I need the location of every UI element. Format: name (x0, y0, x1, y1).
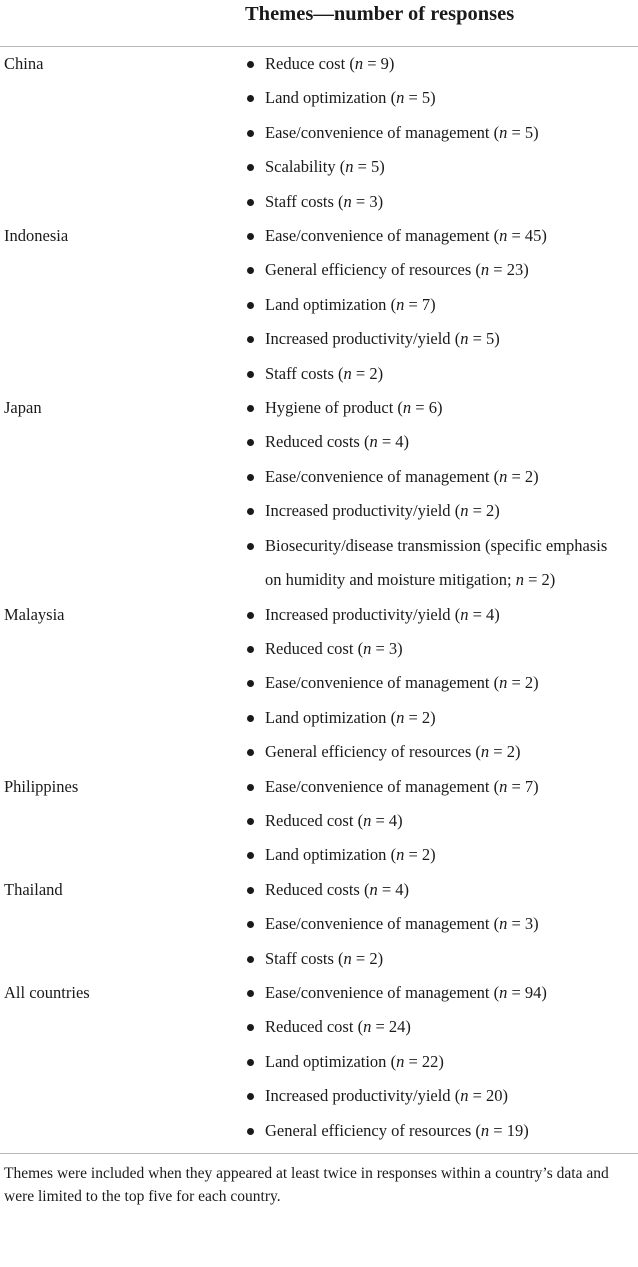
country-name: China (4, 54, 44, 73)
theme-item: Ease/convenience of management (n = 45) (0, 219, 638, 253)
theme-item: Ease/convenience of management (n = 7) (0, 770, 638, 804)
response-count: 5 (486, 329, 495, 349)
country-name: Indonesia (4, 226, 69, 246)
theme-item: Land optimization (n = 7) (0, 288, 638, 322)
theme-label: General efficiency of resources (265, 260, 472, 280)
theme-label: Land optimization (265, 294, 387, 314)
n-symbol: n (499, 982, 508, 1002)
bullet-icon (247, 1128, 254, 1135)
response-count: 23 (506, 260, 524, 280)
theme-label: Land optimization (265, 1051, 387, 1071)
theme-label: Reduced cost (265, 810, 354, 830)
theme-item: Ease/convenience of management (n = 3) (0, 907, 638, 941)
theme-item: Reduced cost (n = 24) (0, 1010, 638, 1044)
theme-item: Increased productivity/yield (n = 20) (0, 1079, 638, 1113)
theme-item: Staff costs (n = 3) (0, 185, 638, 219)
theme-item: Ease/convenience of management (n = 2) (0, 666, 638, 700)
response-count: 6 (428, 398, 437, 418)
n-symbol: n (363, 810, 372, 830)
theme-list (0, 47, 638, 219)
response-count: 2 (486, 501, 495, 521)
theme-label: Staff costs (265, 363, 334, 383)
n-symbol: n (460, 501, 469, 521)
theme-item: Scalability (n = 5) (0, 150, 638, 184)
response-count: 5 (524, 122, 534, 142)
theme-item: Reduce cost (n = 9) (0, 47, 638, 81)
theme-item: Land optimization (n = 2) (0, 838, 638, 872)
response-count: 45 (524, 226, 542, 246)
bullet-icon (247, 439, 254, 446)
theme-label: Reduce cost (265, 54, 346, 73)
response-count: 2 (524, 673, 534, 693)
theme-item: Staff costs (n = 2) (0, 357, 638, 391)
n-symbol: n (343, 948, 352, 968)
n-symbol: n (369, 432, 378, 452)
n-symbol: n (499, 122, 508, 142)
n-symbol: n (396, 845, 405, 865)
country-group (0, 391, 638, 597)
theme-label: Increased productivity/yield (265, 501, 451, 521)
n-symbol: n (460, 329, 469, 349)
n-symbol: n (499, 776, 508, 796)
theme-label: Land optimization (265, 88, 387, 108)
theme-label: General efficiency of resources (265, 742, 472, 762)
response-count: 3 (388, 638, 398, 658)
theme-label: Ease/convenience of management (265, 776, 490, 796)
response-count: 2 (421, 707, 431, 727)
response-count: 2 (369, 948, 378, 968)
theme-item: Increased productivity/yield (n = 2) (0, 494, 638, 528)
bullet-icon (247, 61, 254, 68)
response-count: 3 (524, 914, 534, 934)
response-count: 9 (380, 54, 389, 73)
bullet-icon (247, 921, 254, 928)
response-count: 5 (421, 88, 431, 108)
theme-label: Ease/convenience of management (265, 466, 490, 486)
n-symbol: n (396, 1051, 405, 1071)
bullet-icon (247, 956, 254, 963)
theme-list (0, 976, 638, 1148)
bullet-icon (247, 233, 254, 240)
n-symbol: n (343, 363, 352, 383)
bullet-icon (247, 990, 254, 997)
n-symbol: n (515, 570, 524, 590)
response-count: 4 (395, 432, 404, 452)
response-count: 2 (541, 570, 550, 590)
theme-item: Hygiene of product (n = 6) (0, 391, 638, 425)
n-symbol: n (345, 157, 354, 177)
response-count: 7 (524, 776, 534, 796)
column-header-themes: Themes—number of responses (245, 3, 515, 25)
country-group (0, 770, 638, 873)
country-group (0, 976, 638, 1148)
bullet-icon (247, 784, 254, 791)
table-body (0, 47, 638, 1148)
response-count: 5 (371, 157, 380, 177)
bullet-icon (247, 715, 254, 722)
n-symbol: n (499, 466, 508, 486)
bullet-icon (247, 336, 254, 343)
response-count: 4 (388, 810, 398, 830)
n-symbol: n (460, 604, 469, 624)
theme-list (0, 391, 638, 597)
theme-label: Increased productivity/yield (265, 329, 451, 349)
bullet-icon (247, 852, 254, 859)
theme-item: Increased productivity/yield (n = 4) (0, 598, 638, 632)
bullet-icon (247, 199, 254, 206)
theme-list (0, 598, 638, 770)
theme-label: Land optimization (265, 707, 387, 727)
n-symbol: n (480, 260, 490, 280)
n-symbol: n (363, 638, 372, 658)
theme-label: Ease/convenience of management (265, 982, 490, 1002)
response-count: 3 (369, 191, 378, 211)
country-group (0, 873, 638, 976)
bullet-icon (247, 1093, 254, 1100)
country-name: Malaysia (4, 604, 65, 624)
bullet-icon (247, 474, 254, 481)
theme-label: Staff costs (265, 948, 334, 968)
theme-list (0, 770, 638, 873)
theme-list (0, 873, 638, 976)
bullet-icon (247, 130, 254, 137)
theme-label: Reduced cost (265, 638, 354, 658)
theme-item: Ease/convenience of management (n = 5) (0, 116, 638, 150)
bullet-icon (247, 1024, 254, 1031)
bullet-icon (247, 95, 254, 102)
theme-item: General efficiency of resources (n = 2) (0, 735, 638, 769)
response-count: 19 (506, 1120, 524, 1140)
country-name: Thailand (4, 879, 63, 899)
n-symbol: n (480, 742, 490, 762)
bullet-icon (247, 749, 254, 756)
response-count: 4 (486, 604, 495, 624)
theme-item: Land optimization (n = 5) (0, 81, 638, 115)
theme-item: Increased productivity/yield (n = 5) (0, 322, 638, 356)
country-name: All countries (4, 982, 90, 1002)
response-count: 4 (395, 879, 404, 899)
country-name: Philippines (4, 776, 79, 796)
theme-label: Ease/convenience of management (265, 914, 490, 934)
response-count: 94 (524, 982, 542, 1002)
bullet-icon (247, 267, 254, 274)
bullet-icon (247, 612, 254, 619)
theme-label: Reduced costs (265, 879, 360, 899)
bullet-icon (247, 302, 254, 309)
theme-item: Staff costs (n = 2) (0, 942, 638, 976)
theme-label: Hygiene of product (265, 398, 394, 418)
bullet-icon (247, 818, 254, 825)
theme-item: General efficiency of resources (n = 19) (0, 1114, 638, 1148)
theme-label: Ease/convenience of management (265, 673, 490, 693)
theme-label: Increased productivity/yield (265, 604, 451, 624)
theme-label: General efficiency of resources (265, 1120, 472, 1140)
country-group (0, 47, 638, 219)
theme-label: Land optimization (265, 845, 387, 865)
theme-item: Ease/convenience of management (n = 94) (0, 976, 638, 1010)
theme-item: General efficiency of resources (n = 23) (0, 253, 638, 287)
response-count: 24 (388, 1017, 406, 1037)
theme-item: Ease/convenience of management (n = 2) (0, 460, 638, 494)
theme-label: Ease/convenience of management (265, 226, 490, 246)
n-symbol: n (363, 1017, 372, 1037)
theme-item: Reduced cost (n = 4) (0, 804, 638, 838)
theme-item: Land optimization (n = 2) (0, 701, 638, 735)
theme-label: Reduced cost (265, 1017, 354, 1037)
response-count: 20 (486, 1086, 503, 1106)
bullet-icon (247, 405, 254, 412)
n-symbol: n (460, 1086, 469, 1106)
n-symbol: n (480, 1120, 490, 1140)
country-group (0, 219, 638, 391)
theme-label: Biosecurity/disease transmission (specific emphasis on humidity and moisture mitigation; (265, 535, 608, 590)
theme-label: Scalability (265, 157, 336, 177)
response-count: 2 (506, 742, 515, 762)
n-symbol: n (369, 879, 378, 899)
theme-label: Staff costs (265, 191, 334, 211)
table-footnote: Themes were included when they appeared at least twice in responses within a country’s data and were limited to the top five for each country. (4, 1165, 609, 1205)
response-count: 2 (369, 363, 378, 383)
n-symbol: n (499, 673, 508, 693)
theme-label: Increased productivity/yield (265, 1086, 451, 1106)
theme-item: Reduced costs (n = 4) (0, 873, 638, 907)
n-symbol: n (396, 707, 405, 727)
bullet-icon (247, 646, 254, 653)
n-symbol: n (354, 54, 364, 73)
bullet-icon (247, 371, 254, 378)
theme-item: Reduced cost (n = 3) (0, 632, 638, 666)
country-name: Japan (4, 398, 42, 418)
bullet-icon (247, 508, 254, 515)
theme-item: Biosecurity/disease transmission (specific emphasis on humidity and moisture mitigation; n = 2) (0, 529, 638, 598)
bullet-icon (247, 543, 254, 550)
response-count: 2 (421, 845, 431, 865)
country-group (0, 598, 638, 770)
response-count: 22 (421, 1051, 439, 1071)
n-symbol: n (343, 191, 352, 211)
table-header (0, 0, 638, 47)
n-symbol: n (499, 226, 508, 246)
theme-label: Ease/convenience of management (265, 122, 490, 142)
n-symbol: n (396, 88, 405, 108)
theme-item: Reduced costs (n = 4) (0, 425, 638, 459)
theme-item: Land optimization (n = 22) (0, 1045, 638, 1079)
theme-label: Reduced costs (265, 432, 360, 452)
bullet-icon (247, 887, 254, 894)
n-symbol: n (396, 294, 405, 314)
bullet-icon (247, 680, 254, 687)
bullet-icon (247, 1059, 254, 1066)
bullet-icon (247, 164, 254, 171)
response-count: 7 (421, 294, 431, 314)
n-symbol: n (499, 914, 508, 934)
response-count: 2 (524, 466, 534, 486)
theme-list (0, 219, 638, 391)
n-symbol: n (402, 398, 412, 418)
